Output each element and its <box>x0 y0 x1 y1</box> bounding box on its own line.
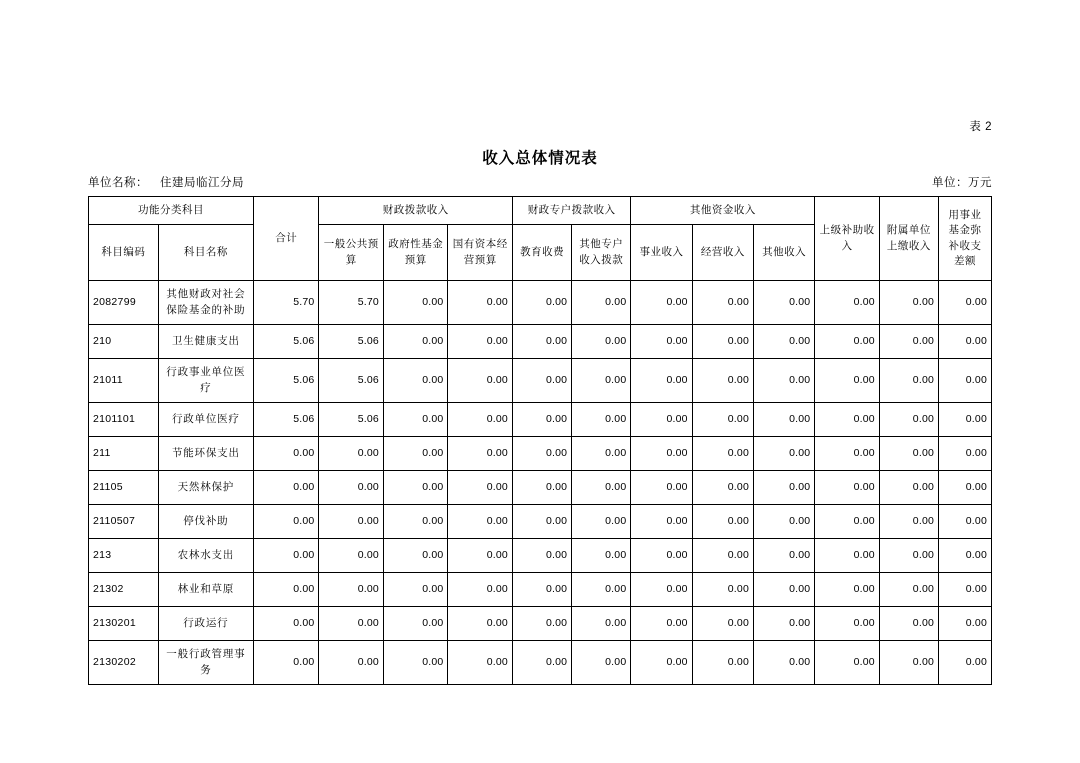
cell-other-income: 0.00 <box>754 403 815 437</box>
cell-subject-code: 2082799 <box>89 281 159 325</box>
cell-education-fee: 0.00 <box>512 573 571 607</box>
cell-operating-income: 0.00 <box>692 573 753 607</box>
cell-business-income: 0.00 <box>631 281 692 325</box>
header-subject-name: 科目名称 <box>158 225 253 281</box>
table-body <box>89 281 992 685</box>
unit-name-label: 单位名称： <box>88 177 148 189</box>
table-row <box>89 325 992 359</box>
cell-subject-code: 2130202 <box>89 641 159 685</box>
cell-other-special-account: 0.00 <box>572 437 631 471</box>
cell-gov-fund-budget: 0.00 <box>383 437 448 471</box>
cell-subject-code: 21302 <box>89 573 159 607</box>
header-superior-subsidy: 上级补助收入 <box>815 197 880 281</box>
cell-general-public-budget: 5.06 <box>319 359 384 403</box>
cell-education-fee: 0.00 <box>512 325 571 359</box>
cell-other-special-account: 0.00 <box>572 573 631 607</box>
cell-other-income: 0.00 <box>754 325 815 359</box>
cell-operating-income: 0.00 <box>692 359 753 403</box>
cell-subject-name: 节能环保支出 <box>158 437 253 471</box>
table-row <box>89 471 992 505</box>
cell-total: 0.00 <box>253 505 319 539</box>
cell-education-fee: 0.00 <box>512 359 571 403</box>
cell-other-income: 0.00 <box>754 281 815 325</box>
page-title: 收入总体情况表 <box>482 150 598 167</box>
cell-business-income: 0.00 <box>631 359 692 403</box>
cell-gov-fund-budget: 0.00 <box>383 641 448 685</box>
cell-fund-balance: 0.00 <box>939 325 992 359</box>
cell-other-special-account: 0.00 <box>572 641 631 685</box>
cell-operating-income: 0.00 <box>692 641 753 685</box>
cell-other-special-account: 0.00 <box>572 325 631 359</box>
cell-subordinate-payment: 0.00 <box>879 471 938 505</box>
cell-operating-income: 0.00 <box>692 403 753 437</box>
cell-other-income: 0.00 <box>754 641 815 685</box>
header-fiscal-special-account: 财政专户拨款收入 <box>512 197 630 225</box>
cell-gov-fund-budget: 0.00 <box>383 539 448 573</box>
cell-subject-name: 行政事业单位医疗 <box>158 359 253 403</box>
cell-total: 5.06 <box>253 359 319 403</box>
cell-subject-code: 2110507 <box>89 505 159 539</box>
header-other-special-account: 其他专户收入拨款 <box>572 225 631 281</box>
table-row <box>89 359 992 403</box>
cell-state-capital-budget: 0.00 <box>448 403 513 437</box>
table-number-label: 表 2 <box>969 121 992 133</box>
cell-subject-code: 211 <box>89 437 159 471</box>
cell-business-income: 0.00 <box>631 437 692 471</box>
cell-education-fee: 0.00 <box>512 403 571 437</box>
cell-state-capital-budget: 0.00 <box>448 573 513 607</box>
cell-state-capital-budget: 0.00 <box>448 281 513 325</box>
cell-general-public-budget: 0.00 <box>319 539 384 573</box>
cell-gov-fund-budget: 0.00 <box>383 325 448 359</box>
cell-total: 0.00 <box>253 641 319 685</box>
table-row <box>89 403 992 437</box>
cell-business-income: 0.00 <box>631 403 692 437</box>
header-subordinate-payment: 附属单位上缴收入 <box>879 197 938 281</box>
cell-general-public-budget: 5.70 <box>319 281 384 325</box>
cell-subordinate-payment: 0.00 <box>879 325 938 359</box>
cell-subordinate-payment: 0.00 <box>879 359 938 403</box>
cell-other-income: 0.00 <box>754 359 815 403</box>
cell-state-capital-budget: 0.00 <box>448 325 513 359</box>
cell-general-public-budget: 0.00 <box>319 607 384 641</box>
amount-unit-label: 单位：万元 <box>932 177 992 189</box>
table-row <box>89 437 992 471</box>
header-total: 合计 <box>253 197 319 281</box>
unit-name-value: 住建局临江分局 <box>160 177 244 189</box>
cell-total: 5.06 <box>253 325 319 359</box>
cell-operating-income: 0.00 <box>692 325 753 359</box>
cell-education-fee: 0.00 <box>512 471 571 505</box>
cell-total: 0.00 <box>253 437 319 471</box>
cell-subject-code: 21105 <box>89 471 159 505</box>
cell-general-public-budget: 0.00 <box>319 437 384 471</box>
cell-education-fee: 0.00 <box>512 607 571 641</box>
cell-operating-income: 0.00 <box>692 281 753 325</box>
cell-other-income: 0.00 <box>754 505 815 539</box>
cell-subject-code: 210 <box>89 325 159 359</box>
cell-education-fee: 0.00 <box>512 641 571 685</box>
cell-subject-name: 农林水支出 <box>158 539 253 573</box>
header-general-public-budget: 一般公共预算 <box>319 225 384 281</box>
cell-subordinate-payment: 0.00 <box>879 539 938 573</box>
cell-subject-name: 一般行政管理事务 <box>158 641 253 685</box>
cell-gov-fund-budget: 0.00 <box>383 471 448 505</box>
cell-other-income: 0.00 <box>754 607 815 641</box>
document-meta-row <box>88 174 992 190</box>
cell-superior-subsidy: 0.00 <box>815 281 880 325</box>
cell-other-special-account: 0.00 <box>572 359 631 403</box>
header-other-funds: 其他资金收入 <box>631 197 815 225</box>
cell-state-capital-budget: 0.00 <box>448 437 513 471</box>
cell-other-income: 0.00 <box>754 437 815 471</box>
cell-education-fee: 0.00 <box>512 437 571 471</box>
cell-state-capital-budget: 0.00 <box>448 471 513 505</box>
cell-fund-balance: 0.00 <box>939 607 992 641</box>
cell-subordinate-payment: 0.00 <box>879 505 938 539</box>
cell-superior-subsidy: 0.00 <box>815 505 880 539</box>
cell-gov-fund-budget: 0.00 <box>383 573 448 607</box>
cell-education-fee: 0.00 <box>512 281 571 325</box>
cell-general-public-budget: 0.00 <box>319 471 384 505</box>
cell-education-fee: 0.00 <box>512 539 571 573</box>
cell-general-public-budget: 0.00 <box>319 573 384 607</box>
cell-superior-subsidy: 0.00 <box>815 539 880 573</box>
cell-operating-income: 0.00 <box>692 607 753 641</box>
cell-other-special-account: 0.00 <box>572 281 631 325</box>
cell-total: 0.00 <box>253 607 319 641</box>
cell-education-fee: 0.00 <box>512 505 571 539</box>
cell-fund-balance: 0.00 <box>939 539 992 573</box>
cell-other-special-account: 0.00 <box>572 471 631 505</box>
cell-superior-subsidy: 0.00 <box>815 437 880 471</box>
cell-subject-name: 行政运行 <box>158 607 253 641</box>
cell-fund-balance: 0.00 <box>939 281 992 325</box>
cell-subordinate-payment: 0.00 <box>879 403 938 437</box>
header-function-category: 功能分类科目 <box>89 197 254 225</box>
cell-state-capital-budget: 0.00 <box>448 607 513 641</box>
cell-superior-subsidy: 0.00 <box>815 607 880 641</box>
header-state-capital-budget: 国有资本经营预算 <box>448 225 513 281</box>
cell-gov-fund-budget: 0.00 <box>383 505 448 539</box>
table-row <box>89 281 992 325</box>
table-row <box>89 641 992 685</box>
cell-gov-fund-budget: 0.00 <box>383 281 448 325</box>
cell-subject-code: 213 <box>89 539 159 573</box>
cell-subordinate-payment: 0.00 <box>879 437 938 471</box>
cell-fund-balance: 0.00 <box>939 641 992 685</box>
cell-total: 5.70 <box>253 281 319 325</box>
cell-subject-code: 21011 <box>89 359 159 403</box>
cell-gov-fund-budget: 0.00 <box>383 359 448 403</box>
cell-business-income: 0.00 <box>631 325 692 359</box>
cell-superior-subsidy: 0.00 <box>815 573 880 607</box>
cell-subject-name: 其他财政对社会保险基金的补助 <box>158 281 253 325</box>
cell-subject-name: 卫生健康支出 <box>158 325 253 359</box>
cell-operating-income: 0.00 <box>692 437 753 471</box>
cell-other-special-account: 0.00 <box>572 607 631 641</box>
cell-subject-code: 2130201 <box>89 607 159 641</box>
cell-operating-income: 0.00 <box>692 471 753 505</box>
cell-fund-balance: 0.00 <box>939 359 992 403</box>
cell-general-public-budget: 5.06 <box>319 403 384 437</box>
header-operating-income: 经营收入 <box>692 225 753 281</box>
cell-subordinate-payment: 0.00 <box>879 573 938 607</box>
header-subject-code: 科目编码 <box>89 225 159 281</box>
cell-fund-balance: 0.00 <box>939 403 992 437</box>
header-gov-fund-budget: 政府性基金预算 <box>383 225 448 281</box>
cell-gov-fund-budget: 0.00 <box>383 403 448 437</box>
cell-business-income: 0.00 <box>631 539 692 573</box>
table-row <box>89 539 992 573</box>
table-row <box>89 573 992 607</box>
cell-other-income: 0.00 <box>754 471 815 505</box>
cell-superior-subsidy: 0.00 <box>815 403 880 437</box>
cell-fund-balance: 0.00 <box>939 471 992 505</box>
table-row <box>89 607 992 641</box>
cell-subject-name: 林业和草原 <box>158 573 253 607</box>
cell-operating-income: 0.00 <box>692 539 753 573</box>
cell-superior-subsidy: 0.00 <box>815 641 880 685</box>
cell-fund-balance: 0.00 <box>939 505 992 539</box>
cell-subordinate-payment: 0.00 <box>879 641 938 685</box>
cell-operating-income: 0.00 <box>692 505 753 539</box>
cell-subject-name: 行政单位医疗 <box>158 403 253 437</box>
cell-gov-fund-budget: 0.00 <box>383 607 448 641</box>
header-fund-balance: 用事业基金弥补收支差额 <box>939 197 992 281</box>
cell-total: 0.00 <box>253 539 319 573</box>
cell-state-capital-budget: 0.00 <box>448 641 513 685</box>
cell-business-income: 0.00 <box>631 641 692 685</box>
cell-general-public-budget: 5.06 <box>319 325 384 359</box>
cell-other-income: 0.00 <box>754 573 815 607</box>
cell-subject-name: 天然林保护 <box>158 471 253 505</box>
cell-other-special-account: 0.00 <box>572 403 631 437</box>
cell-superior-subsidy: 0.00 <box>815 325 880 359</box>
cell-business-income: 0.00 <box>631 505 692 539</box>
cell-total: 0.00 <box>253 471 319 505</box>
cell-superior-subsidy: 0.00 <box>815 471 880 505</box>
cell-general-public-budget: 0.00 <box>319 505 384 539</box>
cell-subordinate-payment: 0.00 <box>879 607 938 641</box>
cell-other-special-account: 0.00 <box>572 539 631 573</box>
cell-state-capital-budget: 0.00 <box>448 359 513 403</box>
cell-superior-subsidy: 0.00 <box>815 359 880 403</box>
cell-business-income: 0.00 <box>631 573 692 607</box>
cell-business-income: 0.00 <box>631 607 692 641</box>
table-header-row-groups <box>89 197 992 225</box>
income-summary-table <box>88 196 992 685</box>
cell-business-income: 0.00 <box>631 471 692 505</box>
header-fiscal-appropriation: 财政拨款收入 <box>319 197 513 225</box>
cell-state-capital-budget: 0.00 <box>448 505 513 539</box>
cell-state-capital-budget: 0.00 <box>448 539 513 573</box>
cell-total: 5.06 <box>253 403 319 437</box>
cell-other-special-account: 0.00 <box>572 505 631 539</box>
cell-general-public-budget: 0.00 <box>319 641 384 685</box>
cell-subject-code: 2101101 <box>89 403 159 437</box>
header-other-income: 其他收入 <box>754 225 815 281</box>
table-row <box>89 505 992 539</box>
header-business-income: 事业收入 <box>631 225 692 281</box>
cell-total: 0.00 <box>253 573 319 607</box>
cell-subject-name: 停伐补助 <box>158 505 253 539</box>
header-education-fee: 教育收费 <box>512 225 571 281</box>
unit-name-block <box>88 174 244 190</box>
cell-fund-balance: 0.00 <box>939 437 992 471</box>
cell-subordinate-payment: 0.00 <box>879 281 938 325</box>
cell-other-income: 0.00 <box>754 539 815 573</box>
cell-fund-balance: 0.00 <box>939 573 992 607</box>
